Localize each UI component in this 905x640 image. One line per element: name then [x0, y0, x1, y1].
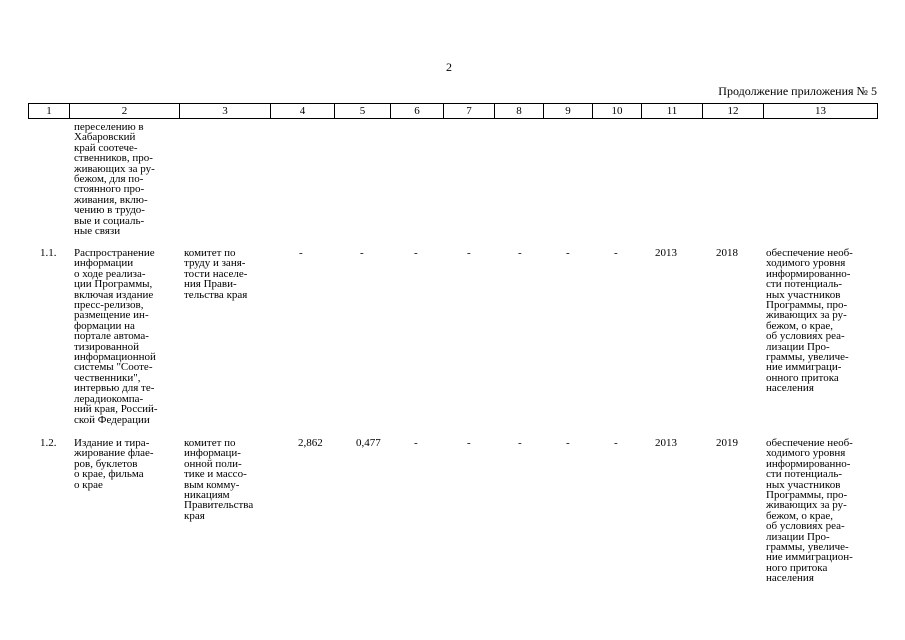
row-1-1-end-year: 2018	[716, 247, 738, 259]
row-1-1-result: обеспечение необ- ходимого уровня информированно- сти потенциаль- ных участников Программы, про- живающих за ру- бежом, о крае, об условиях реа- лизации Про- граммы, увеличе- ние иммиграци- онного притока населения	[766, 247, 853, 395]
row-1-2-start-year: 2013	[655, 437, 677, 449]
row-1-2-col6: -	[414, 437, 418, 449]
row-1-1-col10: -	[614, 247, 618, 259]
col-header-6: 6	[391, 104, 444, 119]
col-header-3: 3	[180, 104, 271, 119]
col-header-7: 7	[444, 104, 495, 119]
row-1-1-number: 1.1.	[40, 247, 57, 259]
col-header-4: 4	[271, 104, 335, 119]
continuation-caption: Продолжение приложения № 5	[718, 84, 877, 98]
row-1-1-executor: комитет по труду и заня- тости населе- ния Прави- тельства края	[184, 247, 248, 301]
col-header-13: 13	[764, 104, 878, 119]
col-header-2: 2	[70, 104, 180, 119]
col-header-9: 9	[544, 104, 593, 119]
row-1-2-col10: -	[614, 437, 618, 449]
col-header-1: 1	[29, 104, 70, 119]
row-1-2-executor: комитет по информаци- онной поли- тике и массо- вым комму- никациям Правительства края	[184, 437, 254, 522]
row-1-2-result: обеспечение необ- ходимого уровня информированно- сти потенциаль- ных участников Программы, про- живающих за ру- бежом, о крае, об условиях реа- лизации Про- граммы, увеличе- ние иммиграцион- ного притока населения	[766, 437, 853, 585]
row-1-1-col7: -	[467, 247, 471, 259]
row-1-2-end-year: 2019	[716, 437, 738, 449]
row-1-2-number: 1.2.	[40, 437, 57, 449]
column-header-row	[28, 103, 878, 119]
row-1-2-activity: Издание и тира- жирование флае- ров, буклетов о крае, фильма о крае	[74, 437, 154, 491]
row-1-2-col4: 2,862	[298, 437, 323, 449]
col-header-8: 8	[495, 104, 544, 119]
page-number: 2	[446, 60, 452, 74]
row-1-1-start-year: 2013	[655, 247, 677, 259]
carried-over-text: переселению в Хабаровский край соотече- ственников, про- живающих за ру- бежом, для по- стоянного про- живания, вклю- чению в трудо- вые и социаль- ные связи	[74, 121, 155, 238]
row-1-1-col9: -	[566, 247, 570, 259]
row-1-1-col5: -	[360, 247, 364, 259]
row-1-1-col6: -	[414, 247, 418, 259]
row-1-2-col8: -	[518, 437, 522, 449]
col-header-11: 11	[642, 104, 703, 119]
col-header-5: 5	[335, 104, 391, 119]
row-1-1-activity: Распространение информации о ходе реализа- ции Программы, включая издание пресс-релизов, размещение ин- формации на портале автома- тизированной информационной системы "Сооте- чественники", интервью для те- лерадиокомпа- ний края, Россий- ской Федерации	[74, 247, 158, 426]
row-1-1-col8: -	[518, 247, 522, 259]
col-header-12: 12	[703, 104, 764, 119]
row-1-2-col5: 0,477	[356, 437, 381, 449]
row-1-2-col9: -	[566, 437, 570, 449]
row-1-2-col7: -	[467, 437, 471, 449]
row-1-1-col4: -	[299, 247, 303, 259]
col-header-10: 10	[593, 104, 642, 119]
